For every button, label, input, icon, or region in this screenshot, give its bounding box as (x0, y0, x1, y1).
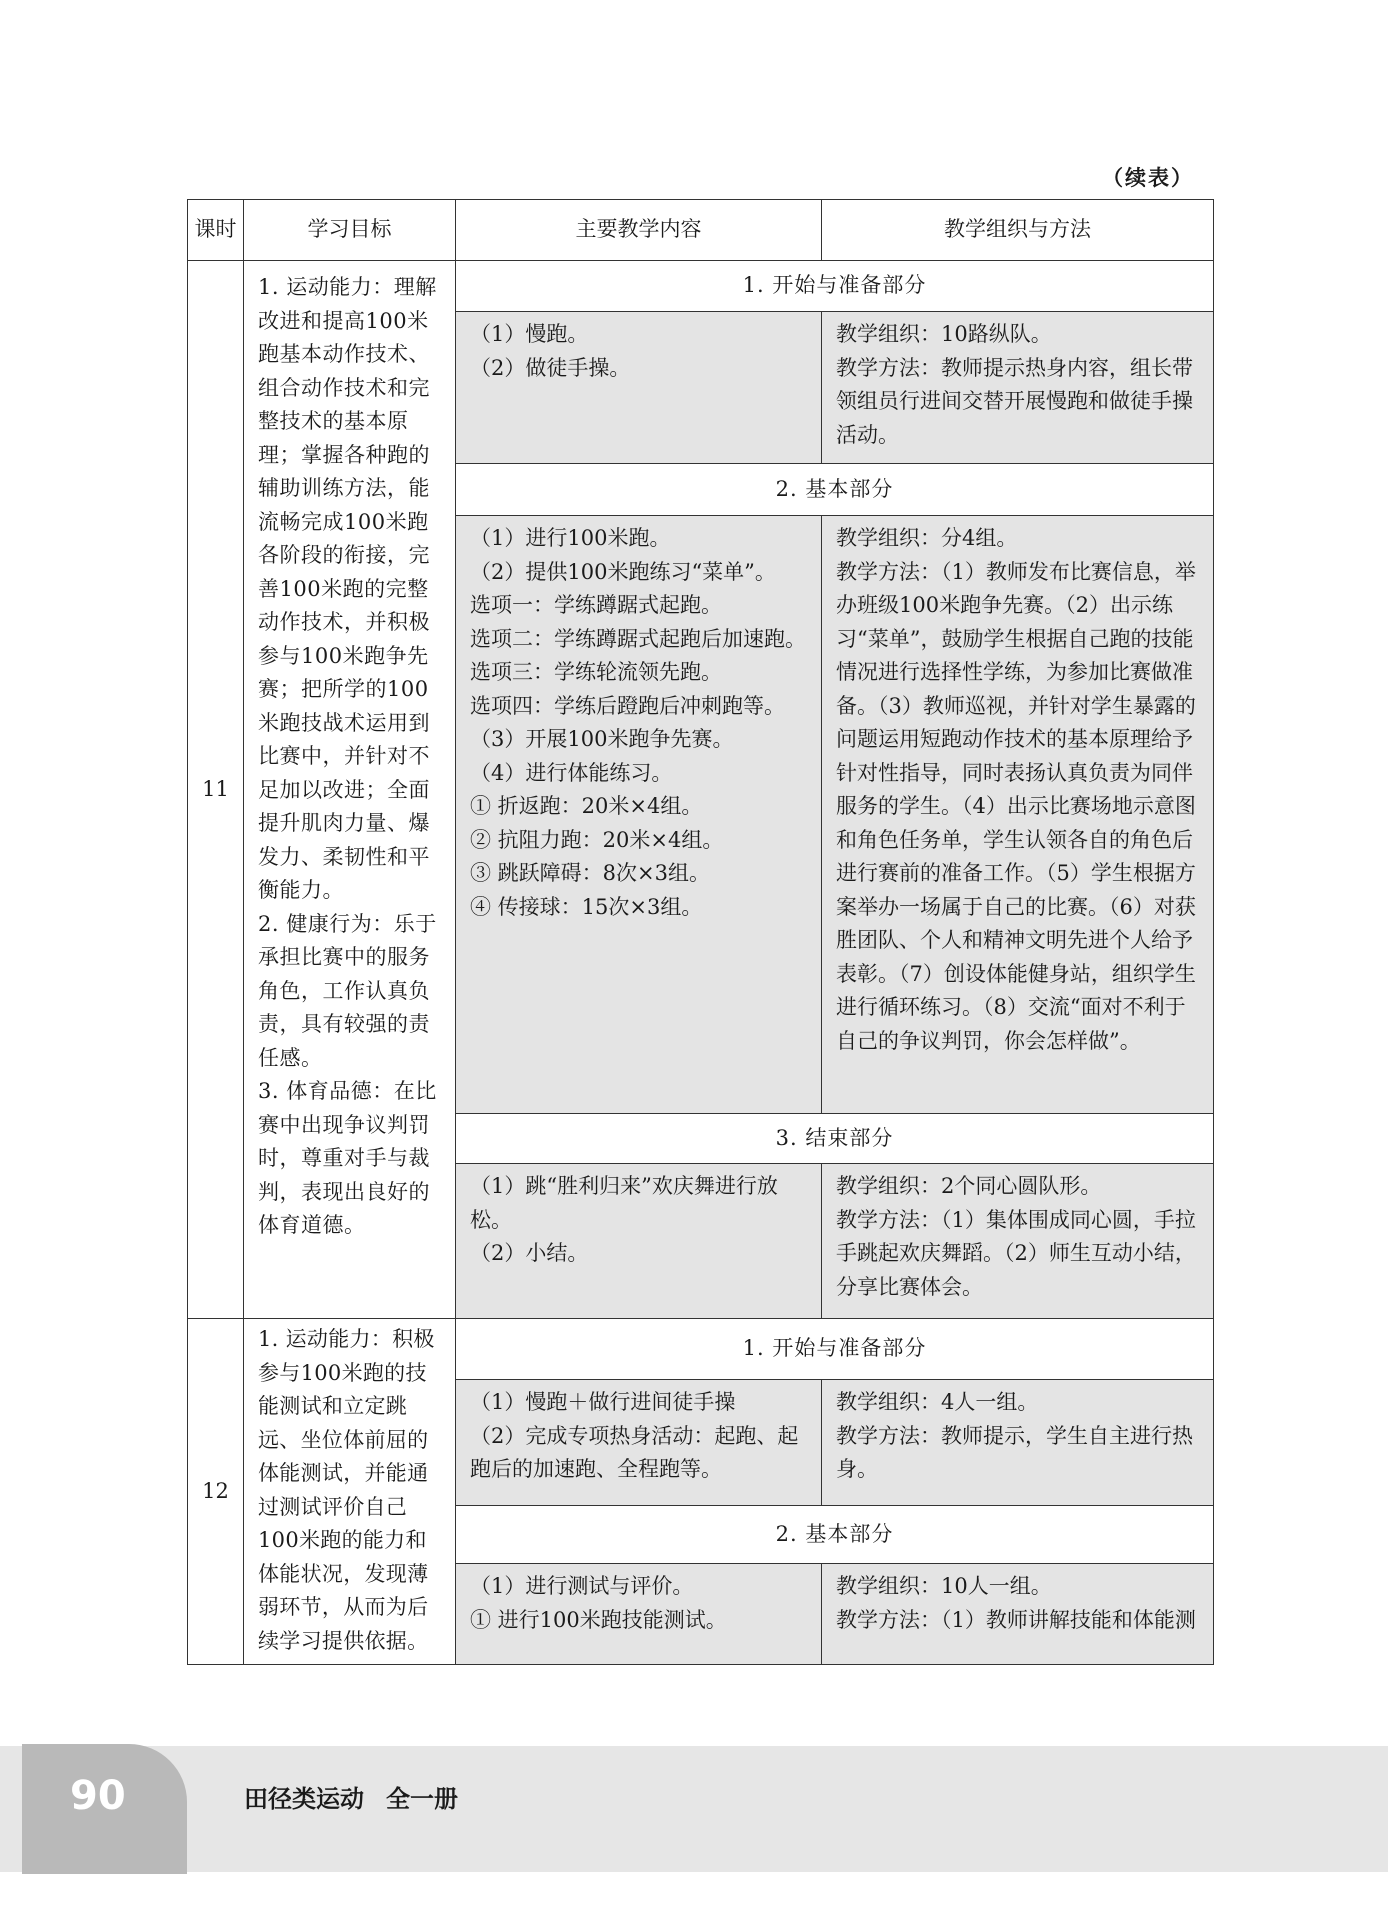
goal-item: 2. 健康行为：乐于承担比赛中的服务角色，工作认真负责，具有较强的责任感。 (258, 911, 437, 1070)
content-line: （1）慢跑。 (470, 322, 589, 346)
content-line: ① 进行100米跑技能测试。 (470, 1607, 727, 1632)
content-line: （3）开展100米跑争先赛。 (470, 727, 734, 751)
method-line: 教学组织：10路纵队。 (836, 322, 1052, 346)
table-header-row (188, 200, 1214, 261)
teaching-method (822, 516, 1214, 1114)
content-line: （4）进行体能练习。 (470, 760, 673, 785)
content-line: ④ 传接球：15次×3组。 (470, 894, 703, 919)
content-line: （2）提供100米跑练习“菜单”。 (470, 559, 776, 584)
content-line: ① 折返跑：20米×4组。 (470, 794, 703, 818)
teaching-method (822, 312, 1214, 464)
continued-label: （续表） (1102, 166, 1194, 190)
method-line: 教学组织：4人一组。 (836, 1390, 1039, 1415)
lesson-number: 12 (188, 1319, 244, 1665)
header-learning-goals: 学习目标 (244, 200, 456, 261)
content-line: ② 抗阻力跑：20米×4组。 (470, 827, 724, 852)
learning-goals (244, 1319, 456, 1665)
phase-title: 2. 基本部分 (456, 1506, 1214, 1564)
header-main-content: 主要教学内容 (456, 200, 822, 261)
content-line: 选项四：学练后蹬跑后冲刺跑等。 (470, 693, 785, 718)
learning-goals (244, 261, 456, 1319)
phase-title: 2. 基本部分 (456, 464, 1214, 516)
content-line: （1）进行测试与评价。 (470, 1574, 694, 1599)
teaching-content (456, 1564, 822, 1665)
phase-title: 3. 结束部分 (456, 1114, 1214, 1164)
table-row (188, 261, 1214, 312)
teaching-method (822, 1380, 1214, 1506)
method-line: 教学方法：（1）集体围成同心圆，手拉手跳起欢庆舞蹈。（2）师生互动小结，分享比赛体会。 (836, 1207, 1196, 1299)
content-line: 选项一：学练蹲踞式起跑。 (470, 593, 722, 617)
lesson-number: 11 (188, 261, 244, 1319)
content-line: 选项二：学练蹲踞式起跑后加速跑。 (470, 626, 806, 651)
lesson-plan-table (187, 199, 1214, 1665)
teaching-content (456, 312, 822, 464)
content-line: （2）做徒手操。 (470, 355, 631, 380)
teaching-method (822, 1564, 1214, 1665)
content-line: （1）慢跑＋做行进间徒手操 (470, 1390, 736, 1415)
teaching-content (456, 1164, 822, 1319)
phase-title: 1. 开始与准备部分 (456, 261, 1214, 312)
content-line: （1）跳“胜利归来”欢庆舞进行放松。 (470, 1174, 778, 1232)
phase-title: 1. 开始与准备部分 (456, 1319, 1214, 1380)
table-row (188, 1319, 1214, 1380)
book-subject: 田径类运动 (244, 1785, 364, 1813)
teaching-content (456, 1380, 822, 1506)
content-line: （2）小结。 (470, 1241, 589, 1265)
header-organization-method: 教学组织与方法 (822, 200, 1214, 261)
method-line: 教学组织：2个同心圆队形。 (836, 1174, 1102, 1198)
method-line: 教学组织：10人一组。 (836, 1574, 1052, 1599)
footer-bar (0, 1746, 1388, 1872)
book-volume: 全一册 (386, 1785, 458, 1813)
content-line: （2）完成专项热身活动：起跑、起跑后的加速跑、全程跑等。 (470, 1423, 799, 1482)
book-title (244, 1779, 458, 1814)
teaching-content (456, 516, 822, 1114)
goal-item: 1. 运动能力：理解改进和提高100米跑基本动作技术、组合动作技术和完整技术的基本原理；掌握各种跑的辅助训练方法，能流畅完成100米跑各阶段的衔接，完善100米跑的完整动作技术，并积极参与100米跑争先赛；把所学的100米跑技战术运用到比赛中，并针对不足加以改进；全面提升肌肉力量、爆发力、柔韧性和平衡能力。 (258, 275, 437, 902)
method-line: 教学方法：（1）教师讲解技能和体能测 (836, 1607, 1196, 1632)
method-line: 教学方法：（1）教师发布比赛信息，举办班级100米跑争先赛。（2）出示练习“菜单”，鼓励学生根据自己跑的技能情况进行选择性学练，为参加比赛做准备。（3）教师巡视，并针对学生暴露的问题运用短跑动作技术的基本原理给予针对性指导，同时表扬认真负责为同伴服务的学生。（4）出示比赛场地示意图和角色任务单，学生认领各自的角色后进行赛前的准备工作。（5）学生根据方案举办一场属于自己的比赛。（6）对获胜团队、个人和精神文明先进个人给予表彰。（7）创设体能健身站，组织学生进行循环练习。（8）交流“面对不利于自己的争议判罚，你会怎样做”。 (836, 559, 1196, 1053)
method-line: 教学组织：分4组。 (836, 526, 1018, 550)
page-number: 90 (70, 1773, 126, 1819)
method-line: 教学方法：教师提示热身内容，组长带领组员行进间交替开展慢跑和做徒手操活动。 (836, 355, 1193, 447)
header-lesson-hour: 课时 (188, 200, 244, 261)
content-line: （1）进行100米跑。 (470, 526, 671, 550)
goal-item: 3. 体育品德：在比赛中出现争议判罚时，尊重对手与裁判，表现出良好的体育道德。 (258, 1079, 437, 1237)
teaching-method (822, 1164, 1214, 1319)
goal-item: 1. 运动能力：积极参与100米跑的技能测试和立定跳远、坐位体前屈的体能测试，并能通过测试评价自己100米跑的能力和体能状况，发现薄弱环节，从而为后续学习提供依据。 (258, 1327, 435, 1653)
content-line: ③ 跳跃障碍：8次×3组。 (470, 861, 710, 885)
method-line: 教学方法：教师提示，学生自主进行热身。 (836, 1423, 1193, 1482)
content-line: 选项三：学练轮流领先跑。 (470, 660, 722, 684)
